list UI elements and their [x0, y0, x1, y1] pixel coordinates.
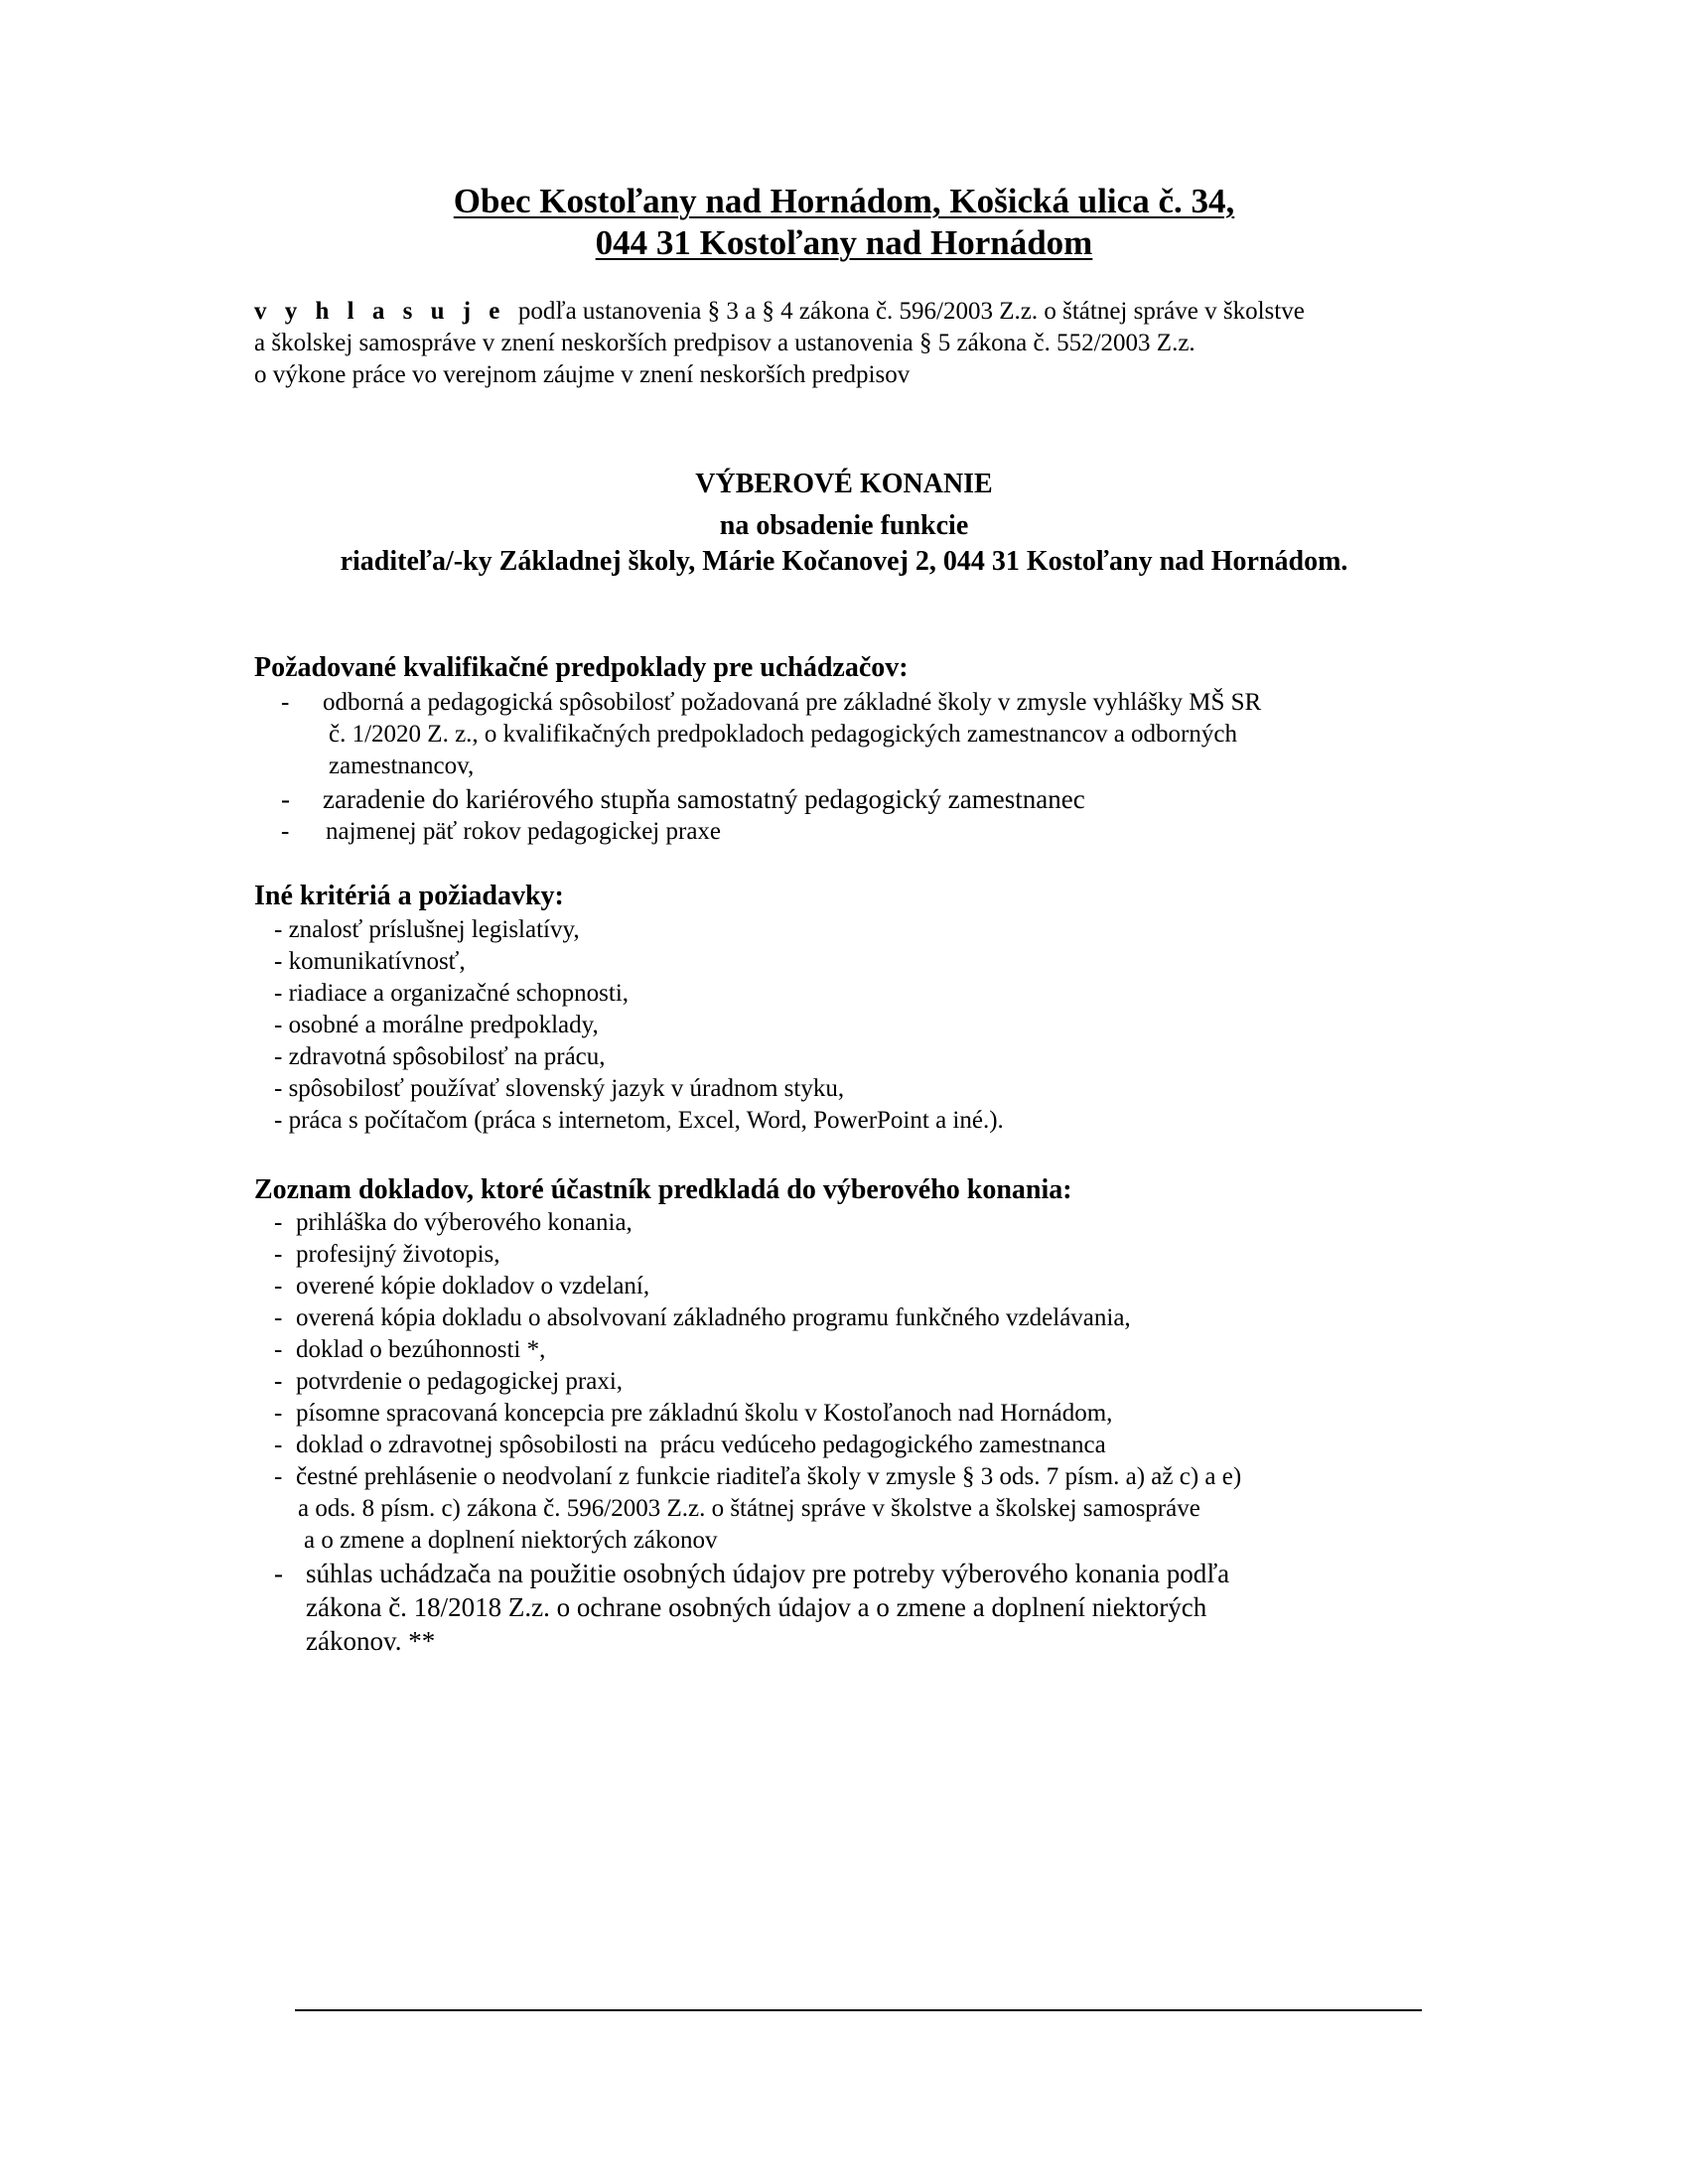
- list-item-line: a ods. 8 písm. c) zákona č. 596/2003 Z.z. o štátnej správe v školstve a školskej samospráve: [298, 1495, 1200, 1522]
- list-item: [274, 1271, 1466, 1302]
- list-item-line: súhlas uchádzača na použitie osobných údajov pre potreby výberového konania podľa: [306, 1559, 1230, 1588]
- header-line-1: [0, 181, 1688, 222]
- list-item: [281, 782, 1453, 816]
- list-dash: -: [274, 1368, 283, 1395]
- list-item-line: odborná a pedagogická spôsobilosť požadovaná pre základné školy v zmysle vyhlášky MŠ SR: [323, 689, 1262, 716]
- list-dash: -: [274, 1241, 283, 1268]
- list-dash: -: [281, 689, 290, 716]
- criteria-list: [274, 914, 1446, 1137]
- list-dash: -: [281, 818, 290, 845]
- footer-separator-line: [295, 2009, 1422, 2011]
- list-item-line: najmenej päť rokov pedagogickej praxe: [326, 818, 722, 845]
- list-dash: -: [274, 1432, 283, 1458]
- list-item-line: zaradenie do kariérového stupňa samostatný pedagogický zamestnanec: [323, 784, 1085, 814]
- list-item: - zdravotná spôsobilosť na prácu,: [274, 1043, 606, 1070]
- intro-line-1-rest: podľa ustanovenia § 3 a § 4 zákona č. 596/2003 Z.z. o štátnej správe v školstve: [505, 298, 1305, 325]
- list-item-line: zákonov. **: [306, 1626, 436, 1656]
- intro-line-1: [254, 296, 1446, 328]
- list-item: - práca s počítačom (práca s internetom, Excel, Word, PowerPoint a iné.).: [274, 1107, 1004, 1134]
- intro-lead: v y h l a s u j e: [254, 298, 506, 325]
- list-item: [281, 816, 1453, 848]
- list-item: [274, 1366, 1466, 1398]
- list-dash: -: [274, 1336, 283, 1363]
- list-item-line: profesijný životopis,: [296, 1241, 500, 1268]
- list-item-line: č. 1/2020 Z. z., o kvalifikačných predpokladoch pedagogických zamestnancov a odborných: [329, 721, 1237, 748]
- list-dash: -: [274, 1559, 283, 1588]
- list-dash: -: [274, 1400, 283, 1427]
- announcement-subtitle: na obsadenie funkcie: [719, 510, 969, 541]
- list-item: [274, 1239, 1466, 1271]
- list-item: [274, 1334, 1466, 1366]
- list-item: [274, 1302, 1466, 1334]
- list-item-line: overená kópia dokladu o absolvovaní základného programu funkčného vzdelávania,: [296, 1304, 1131, 1331]
- list-item-line: zákona č. 18/2018 Z.z. o ochrane osobných údajov a o zmene a doplnení niektorých: [306, 1592, 1207, 1622]
- intro-line-3: o výkone práce vo verejnom záujme v znení neskorších predpisov: [254, 361, 911, 388]
- list-item: - komunikatívnosť,: [274, 948, 466, 975]
- intro-line-2: a školskej samospráve v znení neskorších predpisov a ustanovenia § 5 zákona č. 552/2003 Z.z.: [254, 330, 1196, 356]
- list-item: - znalosť príslušnej legislatívy,: [274, 916, 580, 943]
- qualifications-list: [281, 687, 1453, 848]
- documents-list: [274, 1207, 1466, 1658]
- list-dash: -: [274, 1273, 283, 1299]
- intro-paragraph: [254, 296, 1446, 391]
- list-item: [281, 687, 1453, 782]
- header-line-1-text: Obec Kostoľany nad Hornádom, Košická ulica č. 34,: [453, 182, 1235, 220]
- list-item: - riadiace a organizačné schopnosti,: [274, 980, 630, 1007]
- list-item-line: prihláška do výberového konania,: [296, 1209, 633, 1236]
- list-item: [274, 1430, 1466, 1461]
- criteria-heading: Iné kritériá a požiadavky:: [254, 881, 564, 911]
- announcement-position: riaditeľa/-ky Základnej školy, Márie Kočanovej 2, 044 31 Kostoľany nad Hornádom.: [340, 546, 1348, 577]
- announcement-title: VÝBEROVÉ KONANIE: [695, 469, 993, 499]
- list-dash: -: [281, 784, 290, 814]
- list-item-line: potvrdenie o pedagogickej praxi,: [296, 1368, 624, 1395]
- list-item-line: zamestnancov,: [329, 752, 475, 779]
- header-line-2-text: 044 31 Kostoľany nad Hornádom: [595, 223, 1093, 262]
- list-item: [274, 1207, 1466, 1239]
- list-item-line: a o zmene a doplnení niektorých zákonov: [304, 1527, 718, 1554]
- list-item-line: overené kópie dokladov o vzdelaní,: [296, 1273, 650, 1299]
- list-item: - osobné a morálne predpoklady,: [274, 1012, 599, 1038]
- qualifications-heading: Požadované kvalifikačné predpoklady pre uchádzačov:: [254, 652, 909, 683]
- list-item-line: doklad o bezúhonnosti *,: [296, 1336, 546, 1363]
- list-dash: -: [274, 1304, 283, 1331]
- list-dash: -: [274, 1463, 283, 1490]
- list-item: [274, 1398, 1466, 1430]
- list-item-line: čestné prehlásenie o neodvolaní z funkcie riaditeľa školy v zmysle § 3 ods. 7 písm. a) až c) a e): [296, 1463, 1242, 1490]
- list-item: [274, 1557, 1466, 1658]
- documents-heading: Zoznam dokladov, ktoré účastník predkladá do výberového konania:: [254, 1174, 1072, 1205]
- list-dash: -: [274, 1209, 283, 1236]
- list-item: [274, 1461, 1466, 1557]
- header-line-2: [0, 222, 1688, 264]
- list-item-line: doklad o zdravotnej spôsobilosti na prácu vedúceho pedagogického zamestnanca: [296, 1432, 1106, 1458]
- list-item: - spôsobilosť používať slovenský jazyk v úradnom styku,: [274, 1075, 845, 1102]
- list-item-line: písomne spracovaná koncepcia pre základnú školu v Kostoľanoch nad Hornádom,: [296, 1400, 1113, 1427]
